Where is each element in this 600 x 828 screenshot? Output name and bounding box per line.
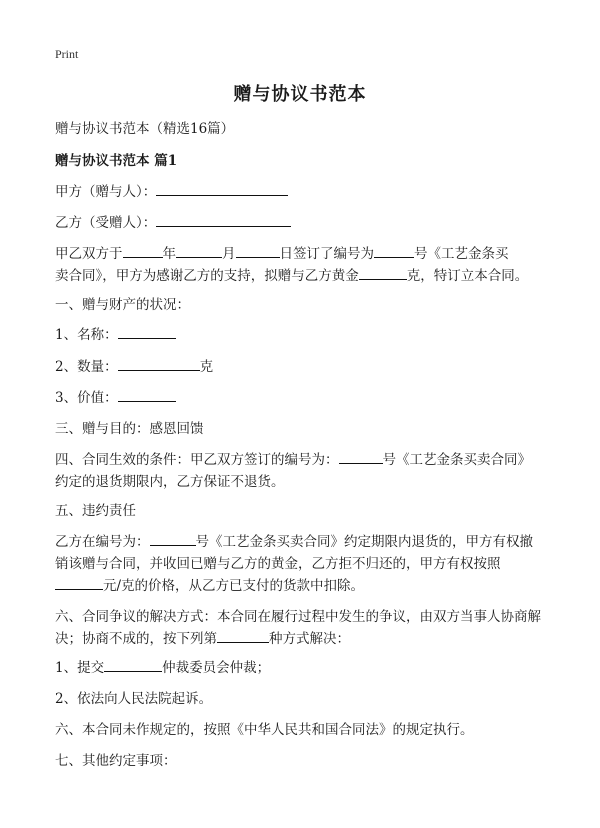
document-title: 赠与协议书范本 bbox=[233, 84, 367, 105]
item5-text: 号《工艺金条买卖合同》约定期限内退货的，甲方有权撤 bbox=[195, 534, 533, 550]
document-subtitle: 赠与协议书范本（精选16篇） bbox=[55, 121, 235, 137]
item6-option-text: 仲裁委员会仲裁； bbox=[162, 660, 271, 676]
item5-heading: 五、违约责任 bbox=[55, 503, 136, 519]
party-a-line bbox=[55, 181, 555, 203]
arbitration-commission-blank bbox=[104, 657, 162, 672]
item5-line-1 bbox=[55, 531, 555, 553]
item4-text: 号《工艺金条买卖合同》 bbox=[382, 452, 531, 468]
intro-paragraph-line-1 bbox=[55, 243, 555, 265]
item6-option-2: 2、依法向人民法院起诉。 bbox=[55, 691, 213, 707]
item5-text: 乙方在编号为： bbox=[55, 534, 150, 550]
item1-value-blank bbox=[118, 387, 176, 402]
item1-name-label: 1、名称： bbox=[55, 327, 118, 343]
contract-number-blank bbox=[374, 243, 414, 258]
item4-text: 四、合同生效的条件：甲乙双方签订的编号为： bbox=[55, 452, 339, 468]
intro-text: 号《工艺金条买 bbox=[414, 246, 509, 262]
item7-heading: 七、其他约定事项： bbox=[55, 753, 177, 769]
item6-option-text: 1、提交 bbox=[55, 660, 105, 676]
intro-text: 卖合同》，甲方为感谢乙方的支持，拟赠与乙方黄金 bbox=[55, 268, 359, 284]
party-b-line bbox=[55, 212, 555, 234]
item6-option-1 bbox=[55, 657, 555, 679]
item1-heading: 一、赠与财产的状况： bbox=[55, 297, 190, 313]
item1-value-label: 3、价值： bbox=[55, 390, 118, 406]
item1-value-line bbox=[55, 387, 555, 409]
item3-purpose: 三、赠与目的：感恩回馈 bbox=[55, 421, 204, 437]
item1-qty-blank bbox=[118, 356, 200, 371]
item1-qty-line bbox=[55, 356, 555, 378]
intro-text: 甲乙双方于 bbox=[55, 246, 123, 262]
item1-qty-label: 2、数量： bbox=[55, 359, 118, 375]
item6-text: 种方式解决： bbox=[269, 631, 350, 647]
item6-text: 决；协商不成的，按下列第 bbox=[55, 631, 217, 647]
item1-name-blank bbox=[118, 324, 176, 339]
item5-line-2: 销该赠与合同，并收回已赠与乙方的黄金，乙方拒不归还的，甲方有权按照 bbox=[55, 556, 501, 572]
item6-option-blank bbox=[217, 628, 269, 643]
party-b-label: 乙方（受赠人）： bbox=[55, 215, 157, 231]
item1-name-line bbox=[55, 324, 555, 346]
item5-number-blank bbox=[150, 531, 196, 546]
item6-line-2 bbox=[55, 628, 555, 650]
item4-line-1 bbox=[55, 449, 555, 471]
party-a-blank bbox=[156, 181, 288, 196]
month-blank bbox=[176, 243, 222, 258]
item5-line-3 bbox=[55, 575, 555, 597]
party-b-blank bbox=[156, 212, 291, 227]
intro-text: 日签订了编号为 bbox=[279, 246, 374, 262]
item5-text: 元/克的价格，从乙方已支付的货款中扣除。 bbox=[103, 578, 365, 594]
item6b-law: 六、本合同未作规定的，按照《中华人民共和国合同法》的规定执行。 bbox=[55, 722, 474, 738]
intro-text: 克，特订立本合同。 bbox=[406, 268, 529, 284]
item1-qty-unit: 克 bbox=[199, 359, 214, 375]
item4-line-2: 约定的退货期限内，乙方保证不退货。 bbox=[55, 474, 285, 490]
section-heading: 赠与协议书范本 篇1 bbox=[55, 153, 178, 169]
print-label[interactable]: Print bbox=[55, 47, 79, 61]
day-blank bbox=[236, 243, 280, 258]
item6-line-1: 六、合同争议的解决方式：本合同在履行过程中发生的争议，由双方当事人协商解 bbox=[55, 609, 541, 625]
intro-text: 年 bbox=[162, 246, 176, 262]
intro-text: 月 bbox=[222, 246, 236, 262]
item4-number-blank bbox=[339, 449, 383, 464]
year-blank bbox=[123, 243, 163, 258]
intro-paragraph-line-2 bbox=[55, 265, 555, 287]
party-a-label: 甲方（赠与人）： bbox=[55, 184, 157, 200]
gold-grams-blank bbox=[359, 265, 407, 280]
item5-price-blank bbox=[55, 575, 103, 590]
